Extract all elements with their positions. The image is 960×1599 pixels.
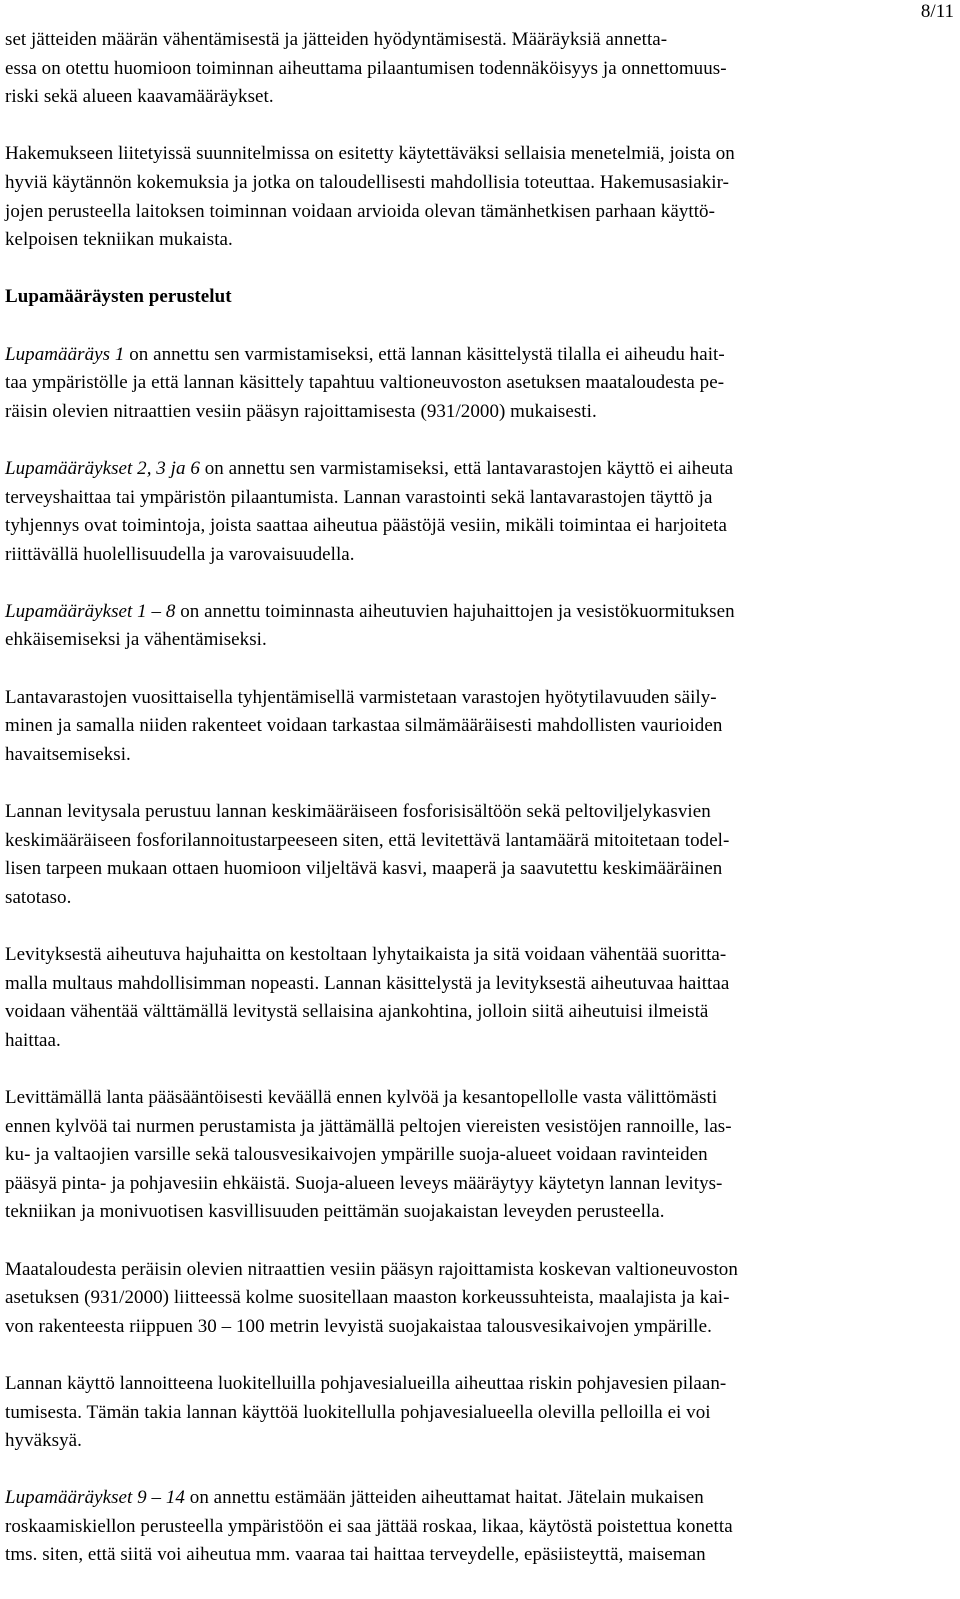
regulation-reference: Lupamääräykset 2, 3 ja 6 — [5, 457, 200, 479]
text-line: Lannan käyttö lannoitteena luokitelluilla pohjavesialueilla aiheuttaa riskin pohjavesien pilaan- — [5, 1372, 727, 1394]
text-line: Levityksestä aiheutuva hajuhaitta on kestoltaan lyhytaikaista ja sitä voidaan vähentää suoritta- — [5, 944, 727, 965]
section-heading: Lupamääräysten perustelut — [5, 286, 232, 308]
text-line: riski sekä alueen kaavamääräykset. — [5, 86, 274, 108]
text-line: tms. siten, että siitä voi aiheutua mm. vaaraa tai haittaa terveydelle, epäsiisteyttä, maiseman — [5, 1544, 706, 1566]
paragraph-nitrates-decree — [5, 1256, 957, 1342]
paragraph-protection-zones — [5, 1084, 957, 1227]
paragraph-application-plans — [5, 140, 957, 254]
text-line — [5, 1484, 957, 1513]
text-line: Maataloudesta peräisin olevien nitraattien vesiin pääsyn rajoittamista koskevan valtioneuvoston — [5, 1258, 738, 1280]
text-line: von rakenteesta riippuen 30 – 100 metrin levyistä suojakaistaa talousvesikaivojen ympärille. — [5, 1315, 712, 1337]
text-line: keskimääräiseen fosforilannoitustarpeeseen siten, että levitettävä lantamäärä mitoitetaan todel- — [5, 829, 730, 851]
text-line: pääsyä pinta- ja pohjavesiin ehkäistä. Suoja-alueen leveys määräytyy käytetyn lannan levitys- — [5, 1172, 723, 1194]
text-line: tyhjennys ovat toimintoja, joista saattaa aiheutua päästöjä vesiin, mikäli toimintaa ei harjoiteta — [5, 515, 727, 537]
page-number: 8/11 — [920, 1, 954, 22]
text-line: lisen tarpeen mukaan ottaen huomioon viljeltävä kasvi, maaperä ja saavutettu keskimääräinen — [5, 858, 723, 880]
paragraph-groundwater-areas — [5, 1370, 957, 1456]
text-line: hyviä käytännön kokemuksia ja jotka on taloudellisesti mahdollisia toteuttaa. Hakemusasiakir- — [5, 171, 729, 193]
text-run: on annettu toiminnasta aiheutuvien hajuhaittojen ja vesistökuormituksen — [175, 600, 735, 622]
text-line: taa ympäristölle ja että lannan käsittely tapahtuu valtioneuvoston asetuksen maataloudesta pe- — [5, 372, 725, 394]
regulation-reference: Lupamääräykset 9 – 14 — [5, 1487, 185, 1509]
text-line — [5, 598, 957, 627]
text-line: tumisesta. Tämän takia lannan käyttöä luokitellulla pohjavesialueella olevilla pelloilla ei voi — [5, 1401, 711, 1423]
text-line: hyväksyä. — [5, 1430, 82, 1452]
text-line: minen ja samalla niiden rakenteet voidaan tarkastaa silmämääräisesti mahdollisten vaurioiden — [5, 715, 723, 737]
paragraph-odour-nuisance — [5, 941, 957, 1055]
text-line: roskaamiskiellon perusteella ympäristöön ei saa jättää roskaa, likaa, käytöstä poistettua konetta — [5, 1515, 733, 1537]
text-line: Lannan levitysala perustuu lannan keskimääräiseen fosforisisältöön sekä peltoviljelykasvien — [5, 801, 711, 823]
document-body — [5, 26, 957, 1599]
paragraph-regulations-1-8 — [5, 598, 957, 655]
text-line: Lantavarastojen vuosittaisella tyhjentämisellä varmistetaan varastojen hyötytilavuuden säily- — [5, 686, 717, 708]
text-line: malla multaus mahdollisimman nopeasti. Lannan käsittelystä ja levityksestä aiheutuvaa haittaa — [5, 972, 730, 994]
section-heading-block — [5, 283, 957, 312]
text-run: on annettu sen varmistamiseksi, että lannan käsittelystä tilalla ei aiheudu hait- — [124, 343, 725, 365]
text-line: terveyshaittaa tai ympäristön pilaantumista. Lannan varastointi sekä lantavarastojen täyttö ja — [5, 486, 713, 508]
text-line: asetuksen (931/2000) liitteessä kolme suositellaan maaston korkeussuhteista, maalajista ja kai- — [5, 1287, 730, 1309]
text-line: satotaso. — [5, 886, 72, 908]
text-line: Hakemukseen liitetyissä suunnitelmissa on esitetty käytettäväksi sellaisia menetelmiä, joista on — [5, 143, 735, 165]
text-line: tekniikan ja monivuotisen kasvillisuuden peittämän suojakaistan leveyden perusteella. — [5, 1201, 665, 1223]
text-line: jojen perusteella laitoksen toiminnan voidaan arvioida olevan tämänhetkisen parhaan käyttö- — [5, 200, 715, 222]
text-line: essa on otettu huomioon toiminnan aiheuttama pilaantumisen todennäköisyys ja onnettomuus- — [5, 57, 727, 79]
text-run: on annettu sen varmistamiseksi, että lantavarastojen käyttö ei aiheuta — [199, 457, 734, 479]
text-line — [5, 455, 957, 484]
regulation-reference: Lupamääräys 1 — [5, 343, 125, 365]
text-run: on annettu estämään jätteiden aiheuttamat haitat. Jätelain mukaisen — [184, 1487, 704, 1509]
paragraph-spreading-area — [5, 798, 957, 912]
text-line: set jätteiden määrän vähentämisestä ja jätteiden hyödyntämisestä. Määräyksiä annetta- — [5, 29, 668, 50]
paragraph-regulations-9-14 — [5, 1484, 957, 1570]
text-line: haittaa. — [5, 1029, 61, 1051]
text-line: Levittämällä lanta pääsääntöisesti keväällä ennen kylvöä ja kesantopellolle vasta välittömästi — [5, 1086, 718, 1108]
paragraph-regulations-intro — [5, 26, 957, 112]
text-line: riittävällä huolellisuudella ja varovaisuudella. — [5, 543, 355, 565]
paragraph-regulation-1 — [5, 341, 957, 427]
text-line: ennen kylvöä tai nurmen perustamista ja jättämällä peltojen viereisten vesistöjen rannoille, las- — [5, 1115, 732, 1137]
text-line: räisin olevien nitraattien vesiin pääsyn rajoittamisesta (931/2000) mukaisesti. — [5, 400, 597, 422]
text-line: havaitsemiseksi. — [5, 743, 131, 765]
text-line: ku- ja valtaojien varsille sekä talousvesikaivojen ympärille suoja-alueet voidaan ravinteiden — [5, 1144, 708, 1166]
text-line: voidaan vähentää välttämällä levitystä sellaisina ajankohtina, jolloin siitä aiheutuisi ilmeistä — [5, 1001, 709, 1023]
regulation-reference: Lupamääräykset 1 – 8 — [5, 600, 176, 622]
paragraph-annual-emptying — [5, 684, 957, 770]
text-line — [5, 341, 957, 370]
text-line: kelpoisen tekniikan mukaista. — [5, 229, 233, 251]
text-line: ehkäisemiseksi ja vähentämiseksi. — [5, 629, 267, 651]
paragraph-regulations-2-3-6 — [5, 455, 957, 569]
